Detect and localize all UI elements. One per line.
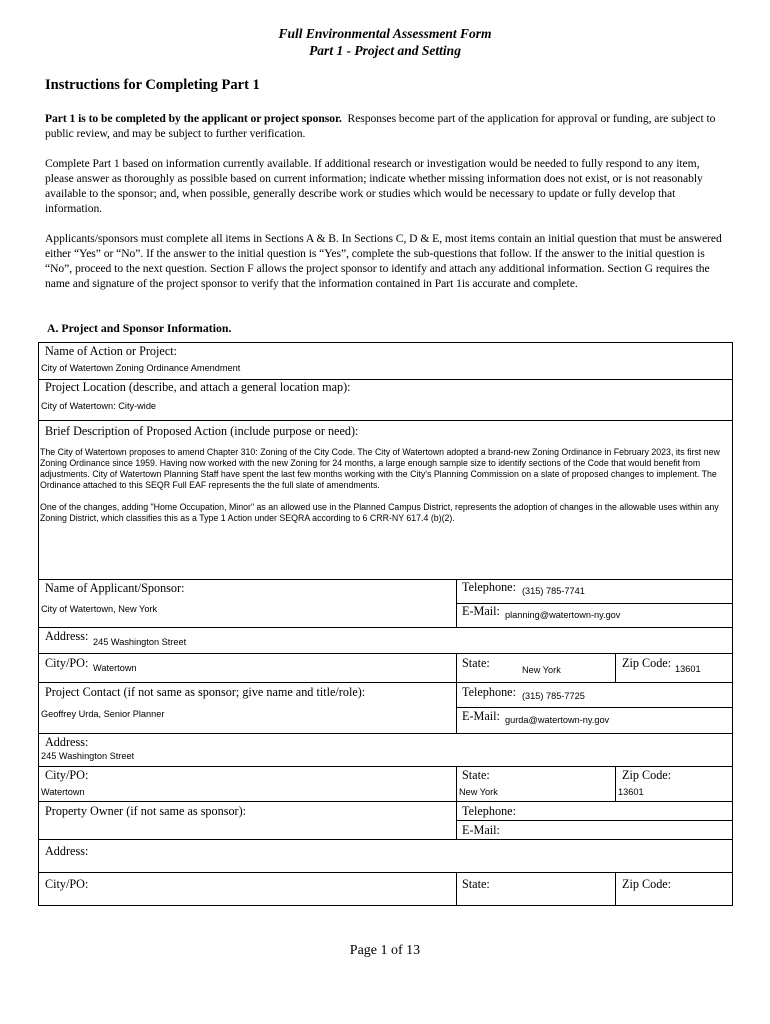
- instructions-paragraph-2: Complete Part 1 based on information currently available. If additional research or investigation would be needed to fully respond to any item, please answer as thoroughly as possible based on current information; indicate whether missing information does not exist, or is not reasonably available to the sponsor; and, when possible, generally describe work or studies which would be necessary to update or fully develop that information.: [45, 157, 703, 215]
- contact-city-field[interactable]: Watertown: [41, 787, 85, 797]
- owner-email-label: E-Mail:: [462, 823, 500, 837]
- owner-city-label: City/PO:: [45, 877, 89, 891]
- description-field[interactable]: [40, 447, 730, 523]
- form-subtitle: Part 1 - Project and Setting: [309, 43, 461, 58]
- contact-label: Project Contact (if not same as sponsor; give name and title/role):: [45, 685, 366, 699]
- column-divider: [615, 872, 616, 906]
- contact-email-field[interactable]: gurda@watertown-ny.gov: [505, 715, 610, 725]
- description-paragraph: One of the changes, adding "Home Occupation, Minor" as an allowed use in the Planned Campus District, represents the adoption of changes in the allowable uses within any Zoning District, which classifies this as a Type 1 Action under SEQRA according to 6 CRR-NY 617.4 (b)(2).: [40, 501, 719, 523]
- cell-divider: [456, 820, 732, 821]
- contact-email-label: E-Mail:: [462, 709, 500, 723]
- column-divider: [456, 653, 457, 733]
- owner-label: Property Owner (if not same as sponsor):: [45, 804, 247, 818]
- owner-address-label: Address:: [45, 844, 89, 858]
- cell-divider: [456, 707, 732, 708]
- row-divider: [39, 801, 732, 802]
- page-number: Page 1 of 13: [349, 943, 421, 958]
- applicant-field[interactable]: City of Watertown, New York: [41, 604, 158, 614]
- contact-state-field[interactable]: New York: [459, 787, 498, 797]
- column-divider: [615, 653, 616, 682]
- instructions-paragraph-1: [45, 112, 725, 142]
- row-divider: [39, 579, 732, 580]
- column-divider: [615, 766, 616, 801]
- section-a-heading: A. Project and Sponsor Information.: [47, 321, 232, 335]
- row-divider: [39, 682, 732, 683]
- applicant-state-field[interactable]: New York: [522, 665, 561, 675]
- applicant-zip-field[interactable]: 13601: [675, 664, 701, 674]
- project-location-field[interactable]: City of Watertown: City-wide: [41, 401, 157, 411]
- applicant-email-label: E-Mail:: [462, 604, 500, 618]
- applicant-address-label: Address:: [45, 629, 89, 643]
- instructions-paragraph-3: Applicants/sponsors must complete all items in Sections A & B. In Sections C, D & E, most items contain an initial question that must be answered either “Yes” or “No”. If the answer to the initial question is “Yes”, complete the sub-questions that follow. If the answer to the initial question is “No”, proceed to the next question. Section F allows the project sponsor to identify and attach any additional information. Section G requires the name and signature of the project sponsor to verify that the information contained in Part 1is accurate and complete.: [45, 232, 722, 290]
- owner-state-label: State:: [462, 877, 490, 891]
- contact-phone-field[interactable]: (315) 785-7725: [522, 691, 585, 701]
- row-divider: [39, 766, 732, 767]
- contact-city-label: City/PO:: [45, 768, 89, 782]
- row-divider: [39, 733, 732, 734]
- row-divider: [39, 872, 732, 873]
- contact-state-label: State:: [462, 768, 490, 782]
- instructions-p1-bold: Part 1 is to be completed by the applicant or project sponsor.: [45, 112, 342, 125]
- instructions-p1-rest: Responses become part of the application for approval or funding, are subject to public review, and may be subject to further verification.: [45, 112, 716, 140]
- owner-phone-label: Telephone:: [462, 804, 516, 818]
- contact-address-field[interactable]: 245 Washington Street: [41, 751, 135, 761]
- project-sponsor-table: [38, 342, 733, 906]
- applicant-phone-field[interactable]: (315) 785-7741: [522, 586, 585, 596]
- row-divider: [39, 653, 732, 654]
- row-divider: [39, 627, 732, 628]
- column-divider: [456, 579, 457, 627]
- owner-zip-label: Zip Code:: [622, 877, 672, 891]
- applicant-label: Name of Applicant/Sponsor:: [45, 581, 185, 595]
- form-title: Full Environmental Assessment Form: [278, 26, 492, 41]
- project-location-label: Project Location (describe, and attach a general location map):: [45, 380, 351, 394]
- contact-zip-field[interactable]: 13601: [618, 787, 644, 797]
- applicant-zip-label: Zip Code:: [622, 656, 672, 670]
- applicant-address-field[interactable]: 245 Washington Street: [93, 637, 187, 647]
- row-divider: [39, 839, 732, 840]
- applicant-city-label: City/PO:: [45, 656, 89, 670]
- description-label: Brief Description of Proposed Action (include purpose or need):: [45, 424, 359, 438]
- contact-field[interactable]: Geoffrey Urda, Senior Planner: [41, 709, 165, 719]
- contact-zip-label: Zip Code:: [622, 768, 672, 782]
- applicant-state-label: State:: [462, 656, 490, 670]
- name-of-action-field[interactable]: City of Watertown Zoning Ordinance Amendment: [41, 363, 241, 373]
- description-paragraph: The City of Watertown proposes to amend Chapter 310: Zoning of the City Code. The City of Watertown adopted a brand-new Zoning Ordinance in February 2023, its first new Zoning Ordinance since 1959. Having now worked with the new Zoning for 24 months, a large enough sample size to identify sections of the Code that would benefit from adjustments. City of Watertown Planning Staff have spent the last few months working with the City's Planning Commission on a slate of proposed changes to implement. The Ordinance attached to this SEQR Full EAF represents the the full slate of amendments.: [40, 447, 720, 490]
- column-divider: [456, 872, 457, 906]
- instructions-heading: Instructions for Completing Part 1: [45, 77, 260, 93]
- applicant-phone-label: Telephone:: [462, 580, 516, 594]
- column-divider: [456, 766, 457, 839]
- applicant-email-field[interactable]: planning@watertown-ny.gov: [505, 610, 621, 620]
- row-divider: [39, 420, 732, 421]
- name-of-action-label: Name of Action or Project:: [45, 344, 177, 358]
- applicant-city-field[interactable]: Watertown: [93, 663, 137, 673]
- contact-phone-label: Telephone:: [462, 685, 516, 699]
- contact-address-label: Address:: [45, 735, 89, 749]
